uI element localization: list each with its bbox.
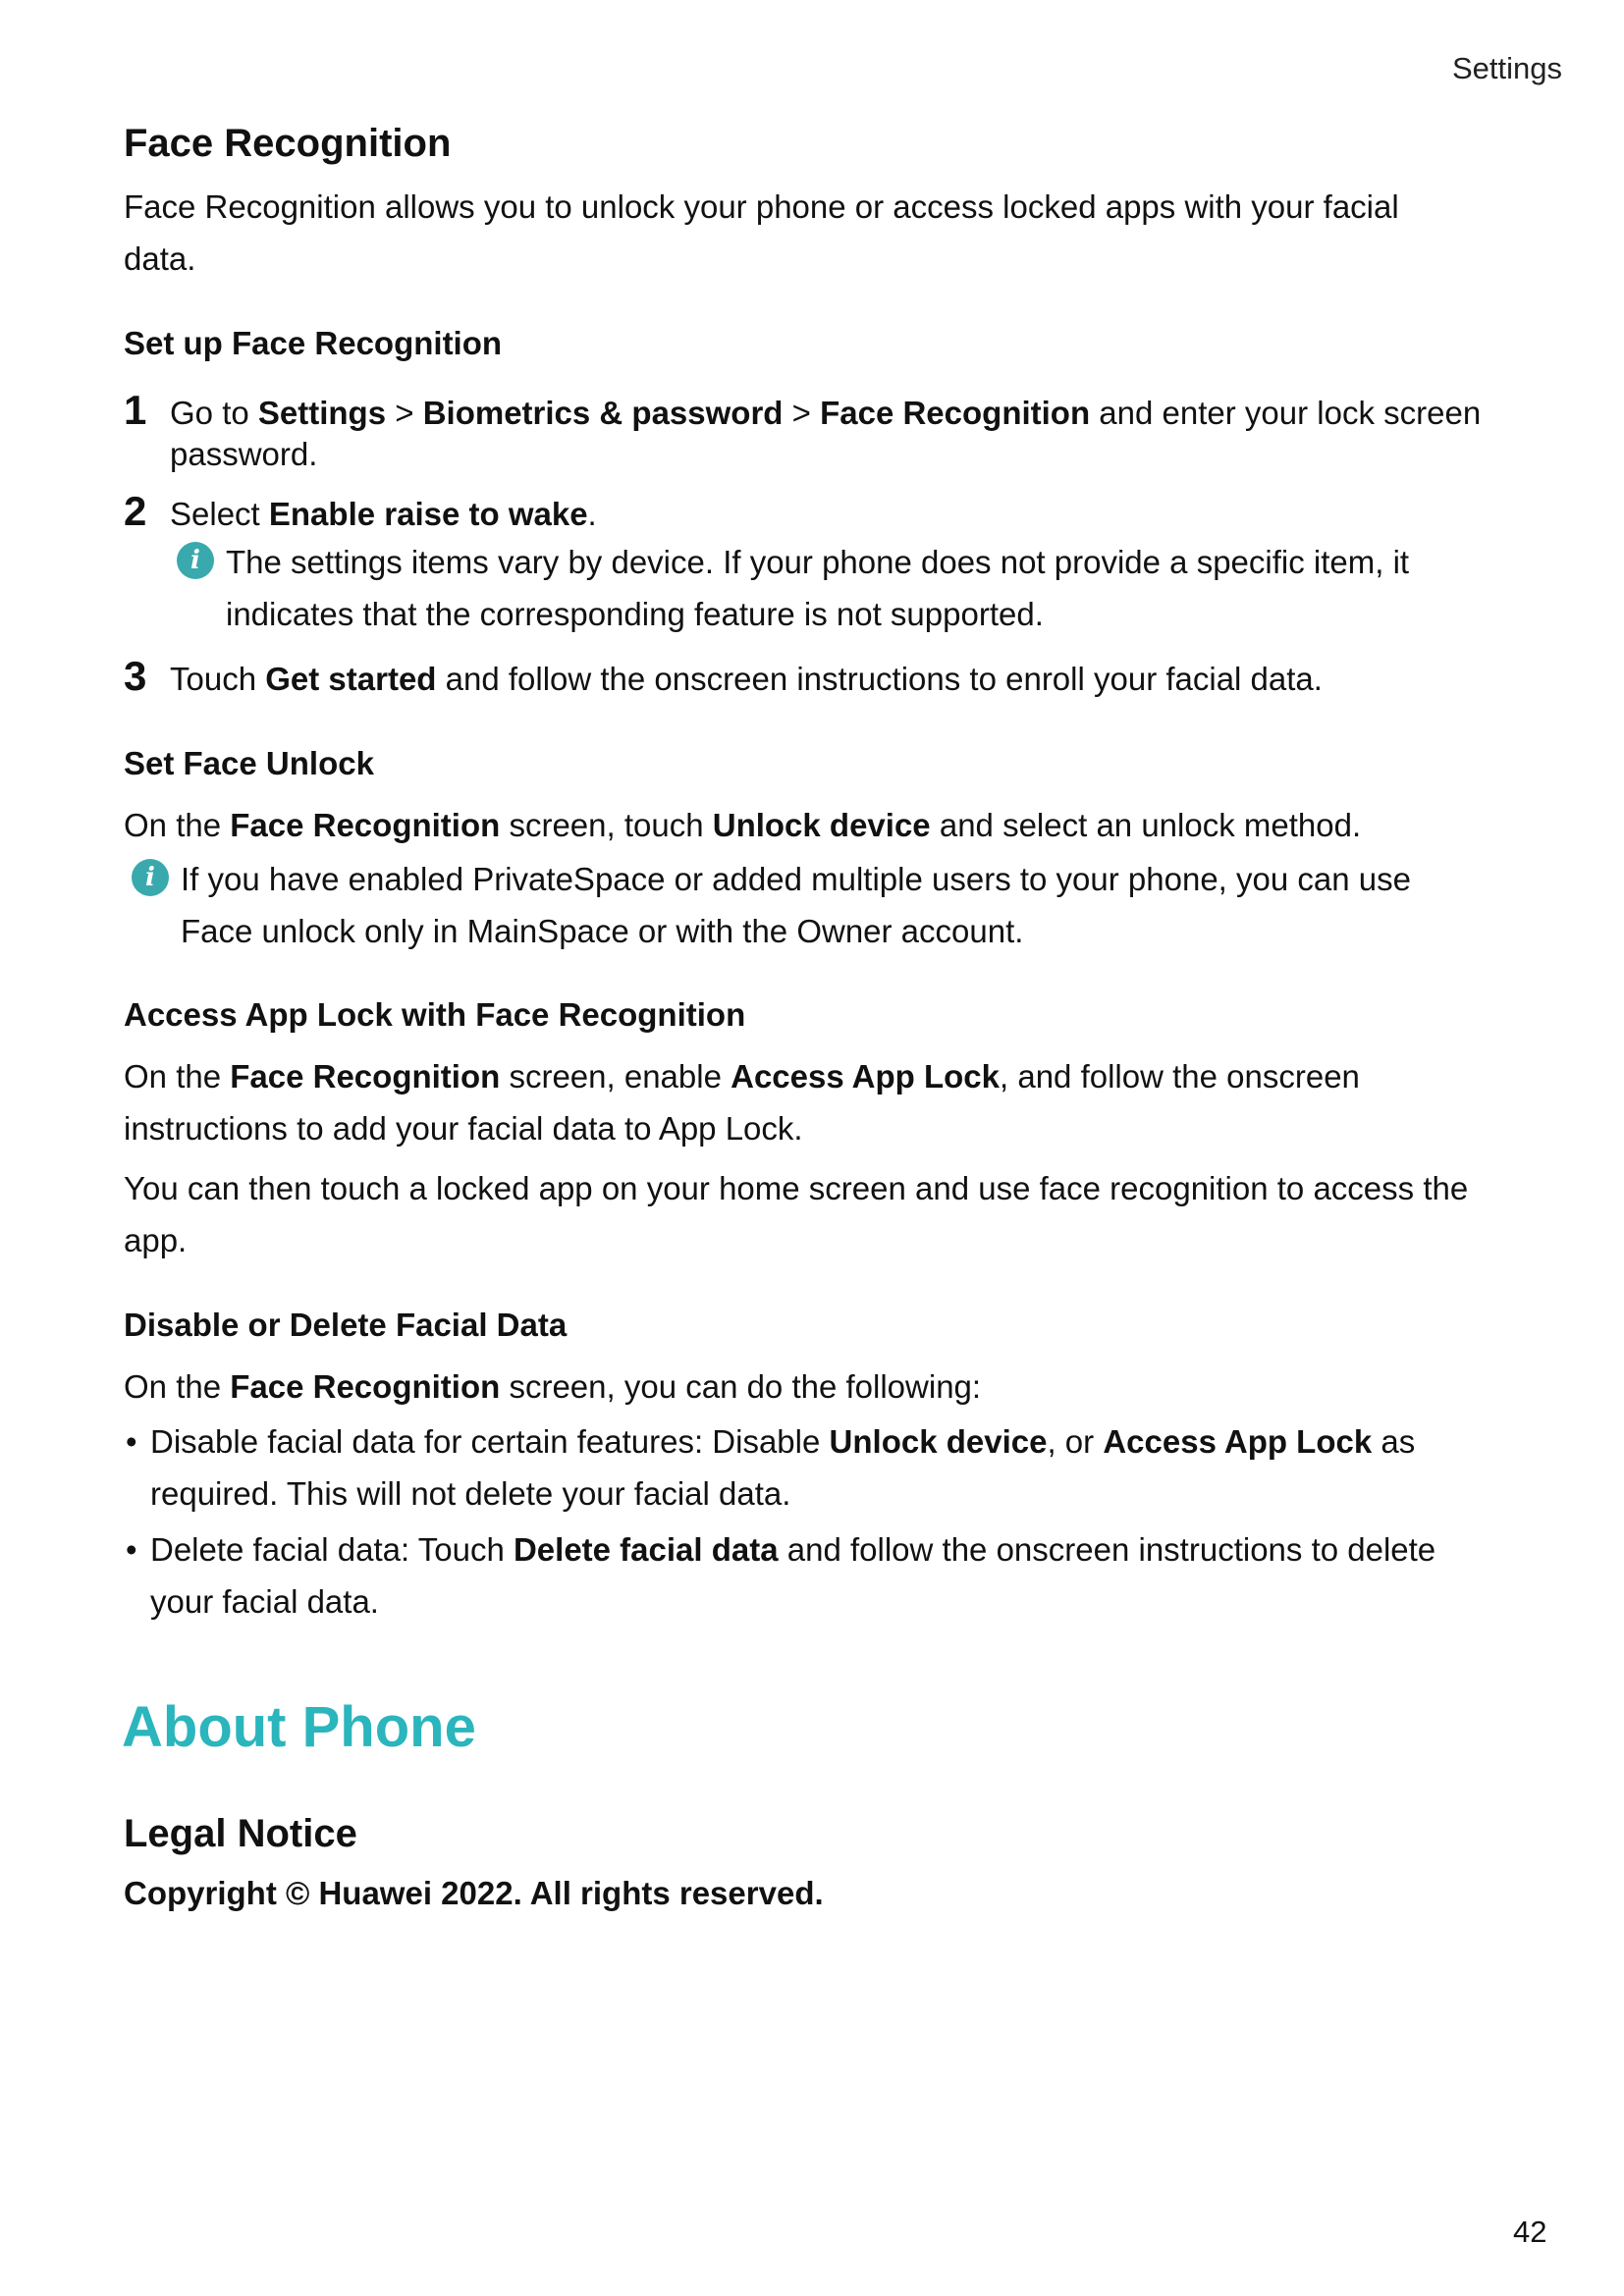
text: Go to: [170, 395, 258, 431]
bullet-icon: •: [126, 1531, 137, 1568]
note-text: [226, 536, 1551, 640]
text: On the: [124, 1058, 231, 1095]
text: .: [587, 496, 597, 532]
intro-paragraph: [124, 181, 1538, 285]
text: and enter your lock screen: [1090, 395, 1482, 431]
ui-term-access-app-lock: Access App Lock: [1103, 1423, 1373, 1460]
app-lock-paragraph: [124, 1050, 1538, 1154]
page-number: 42: [1513, 2215, 1547, 2249]
text: required. This will not delete your facial data.: [150, 1475, 791, 1512]
text: Select: [170, 496, 269, 532]
subheading-disable-delete: Disable or Delete Facial Data: [124, 1307, 568, 1343]
subheading-face-unlock: Set Face Unlock: [124, 745, 374, 781]
step-number: 1: [124, 387, 147, 433]
text: On the: [124, 1368, 231, 1405]
ui-term-face-recognition: Face Recognition: [230, 1058, 501, 1095]
ui-term-get-started: Get started: [265, 661, 437, 697]
section-title-face-recognition: Face Recognition: [124, 122, 452, 165]
text: instructions to add your facial data to App Lock.: [124, 1110, 803, 1147]
text: screen, enable: [500, 1058, 731, 1095]
note-text: [181, 853, 1506, 957]
text: Disable facial data for certain features: Disable: [150, 1423, 830, 1460]
text: indicates that the corresponding feature is not supported.: [226, 596, 1044, 632]
running-header: Settings: [1451, 51, 1562, 85]
text: and follow the onscreen instructions to enroll your facial data.: [436, 661, 1323, 697]
text: app.: [124, 1222, 188, 1258]
step-number: 3: [124, 653, 147, 699]
text: Delete facial data: Touch: [150, 1531, 514, 1568]
ui-term-delete-facial-data: Delete facial data: [513, 1531, 779, 1568]
intro-line-2: data.: [124, 240, 196, 277]
text: screen, you can do the following:: [500, 1368, 982, 1405]
text: >: [783, 395, 821, 431]
ui-term-unlock-device: Unlock device: [712, 807, 931, 843]
ui-term-face-recognition: Face Recognition: [230, 807, 501, 843]
bullet-icon: •: [126, 1423, 137, 1460]
info-icon: i: [132, 859, 169, 896]
intro-line-1: Face Recognition allows you to unlock your phone or access locked apps with your facial: [124, 188, 1399, 225]
subheading-setup: Set up Face Recognition: [124, 325, 503, 361]
ui-term-settings: Settings: [257, 395, 387, 431]
text: screen, touch: [500, 807, 713, 843]
app-lock-paragraph-2: [124, 1162, 1538, 1266]
text: You can then touch a locked app on your home screen and use face recognition to access the: [124, 1170, 1469, 1206]
step-number: 2: [124, 488, 147, 534]
copyright-notice: Copyright © Huawei 2022. All rights reserved.: [124, 1875, 824, 1911]
ui-term-face-recognition: Face Recognition: [230, 1368, 501, 1405]
info-icon: i: [177, 542, 214, 579]
ui-term-access-app-lock: Access App Lock: [731, 1058, 1000, 1095]
text: your facial data.: [150, 1583, 379, 1620]
text: and follow the onscreen instructions to delete: [778, 1531, 1436, 1568]
text: On the: [124, 807, 231, 843]
subheading-app-lock: Access App Lock with Face Recognition: [124, 996, 746, 1033]
ui-term-enable-raise-to-wake: Enable raise to wake: [268, 496, 588, 532]
chapter-title-about-phone: About Phone: [122, 1695, 476, 1759]
text: and select an unlock method.: [930, 807, 1362, 843]
text: , and follow the onscreen: [1000, 1058, 1360, 1095]
ui-term-biometrics: Biometrics & password: [422, 395, 784, 431]
step-text: [170, 393, 1544, 475]
text: password.: [170, 436, 318, 472]
text: Face unlock only in MainSpace or with the Owner account.: [181, 913, 1024, 949]
text: Touch: [170, 661, 266, 697]
face-unlock-paragraph: [124, 799, 1538, 851]
bullet-text: [150, 1523, 1535, 1628]
disable-intro: [124, 1361, 1538, 1413]
text: as: [1372, 1423, 1416, 1460]
section-title-legal-notice: Legal Notice: [124, 1812, 357, 1855]
step-text: [170, 494, 1544, 535]
bullet-text: [150, 1415, 1535, 1520]
step-text: [170, 659, 1544, 700]
ui-term-unlock-device: Unlock device: [829, 1423, 1048, 1460]
text: The settings items vary by device. If your phone does not provide a specific item, it: [226, 544, 1410, 580]
text: , or: [1047, 1423, 1104, 1460]
ui-term-face-recognition: Face Recognition: [820, 395, 1091, 431]
text: If you have enabled PrivateSpace or added multiple users to your phone, you can use: [181, 861, 1411, 897]
text: >: [386, 395, 423, 431]
